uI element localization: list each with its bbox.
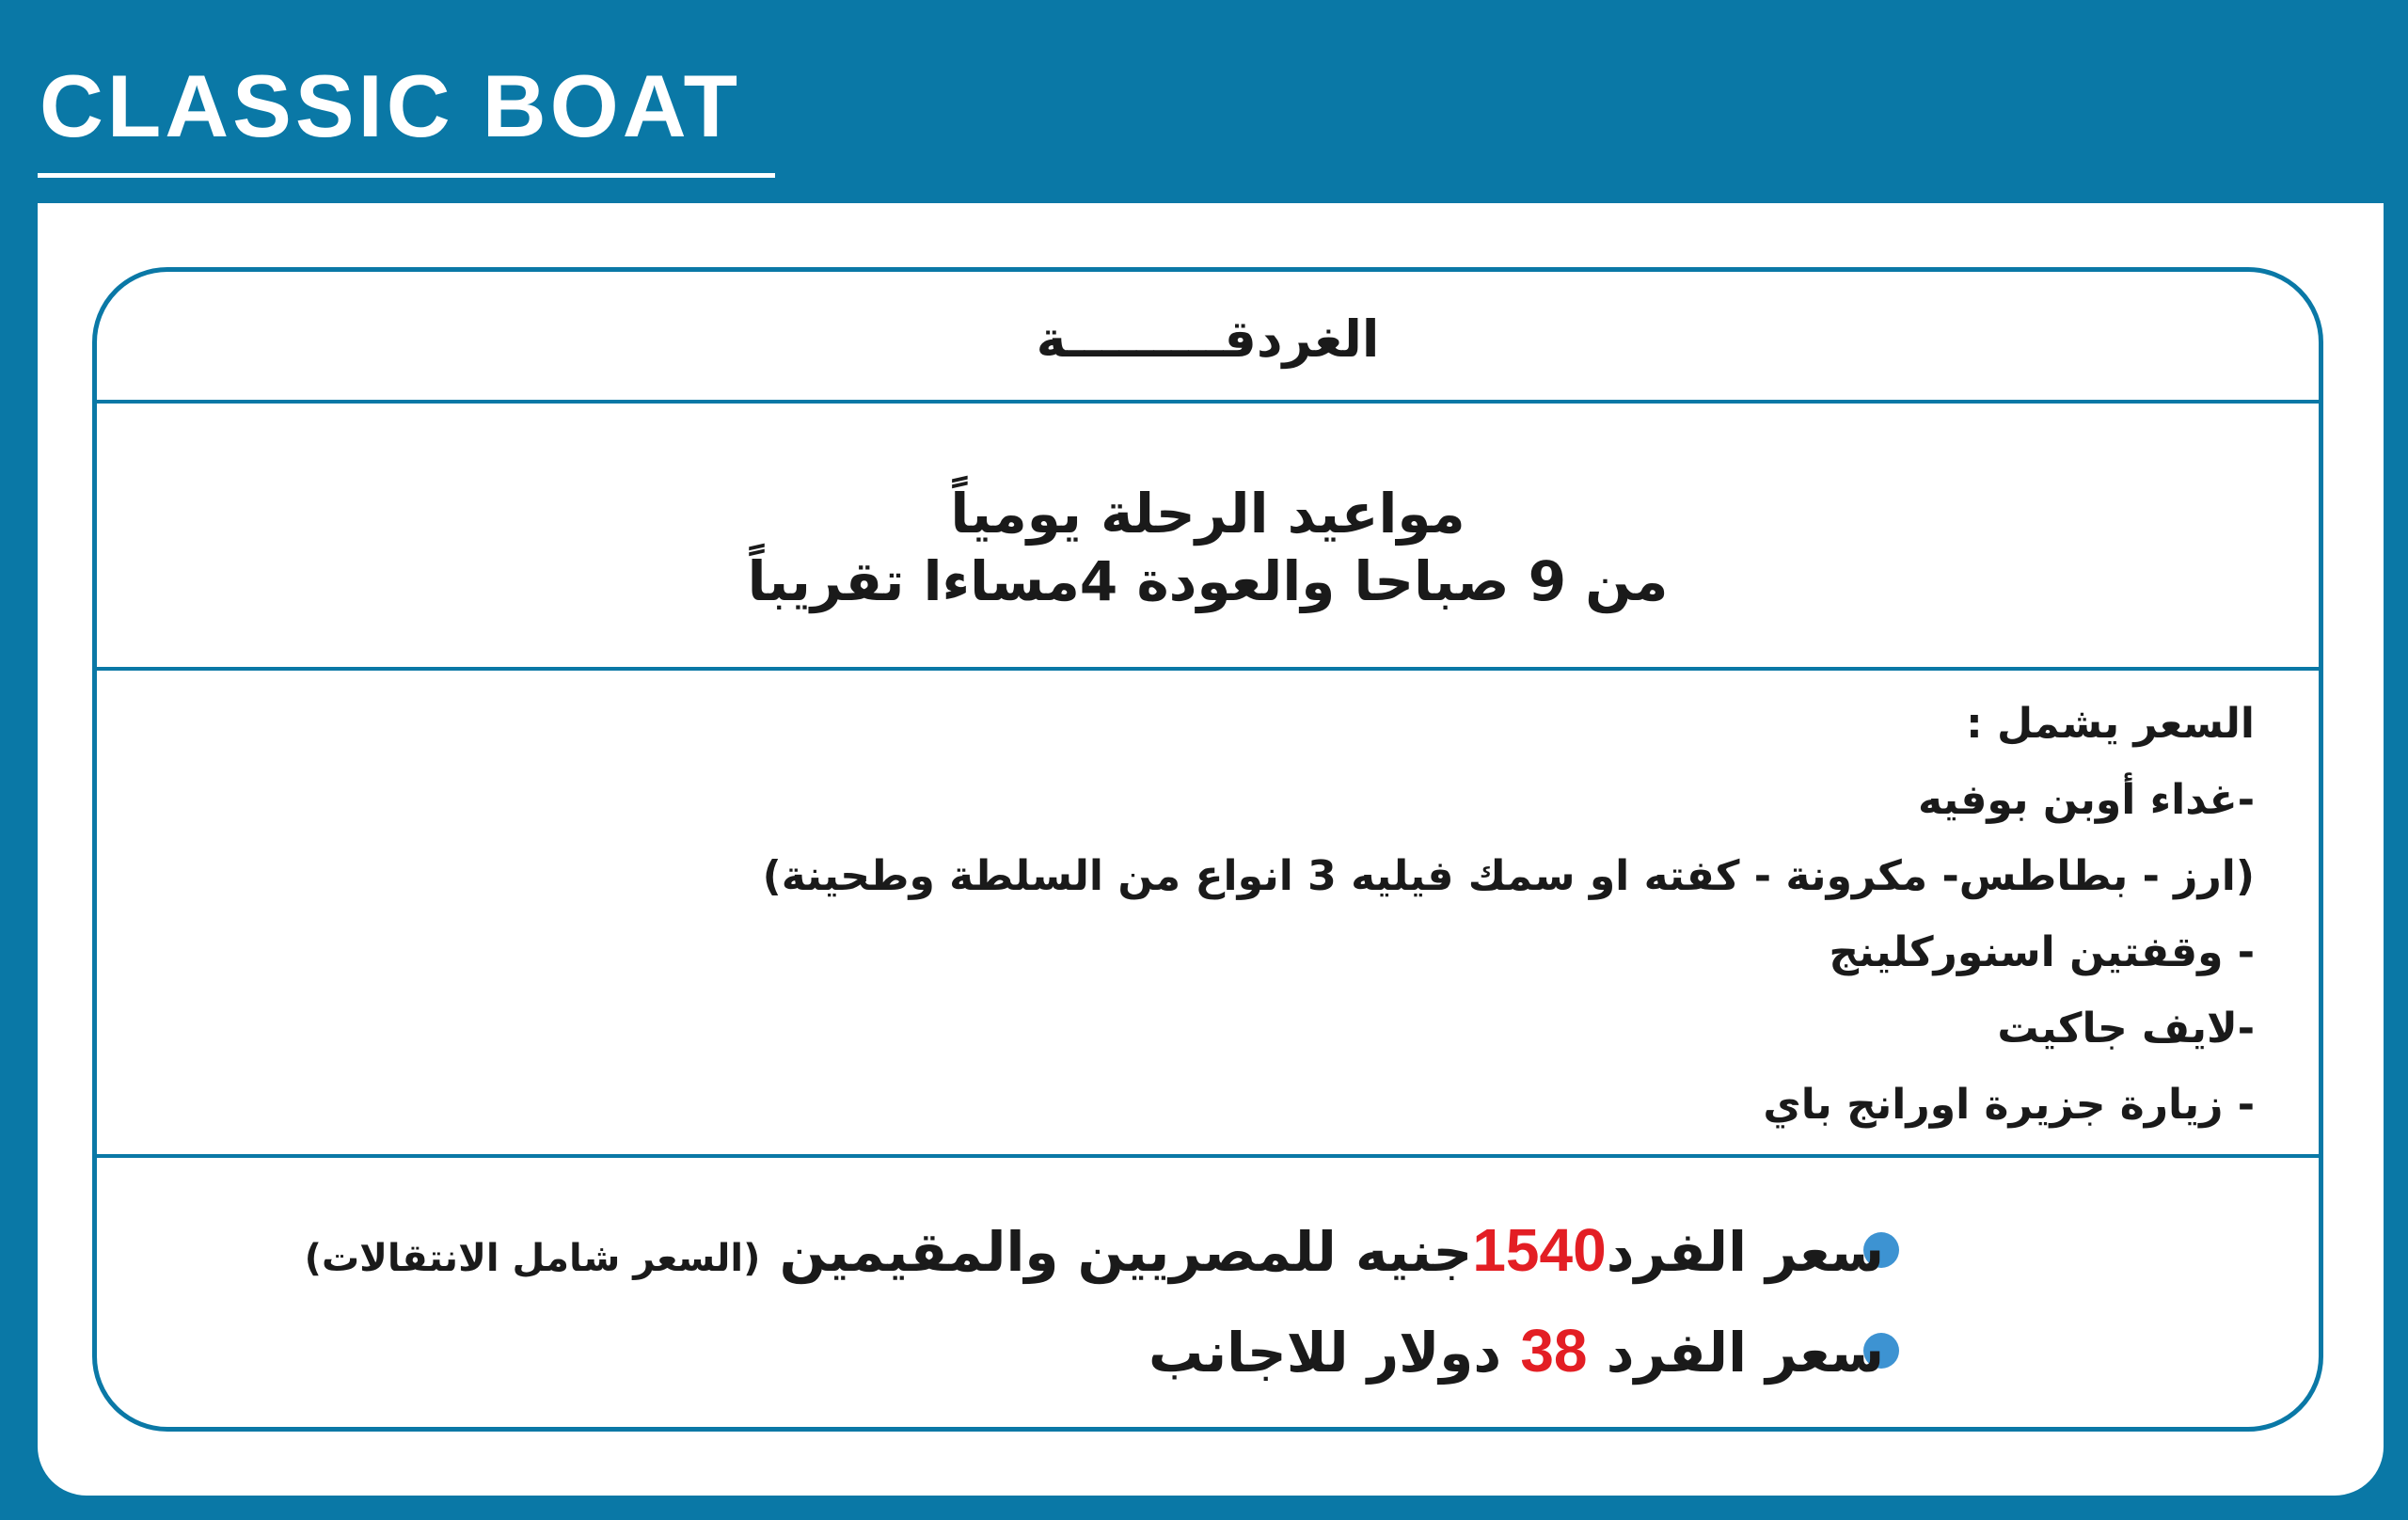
list-item: (ارز - بطاطس- مكرونة - كفته او سمك فيليه 3 انواع من السلطة وطحينة) [762,852,2255,900]
title-underline [38,173,775,178]
price-suffix: جنيه للمصريين والمقيمين [779,1220,1473,1284]
includes-heading: السعر يشمل : [1966,700,2255,748]
divider [97,1154,2319,1158]
list-item: -غداء أوبن بوفيه [1917,776,2255,824]
page-title: CLASSIC BOAT [40,56,742,155]
list-item: - وقفتين اسنوركلينج [1829,928,2255,976]
price-egyptians [305,1212,1884,1296]
schedule-line-2: من 9 صباحا والعودة 4مساءا تقريباً [747,549,1669,613]
schedule-line-1: مواعيد الرحلة يومياً [950,482,1465,546]
includes-list [763,686,2255,1143]
price-suffix: دولار للاجانب [1148,1321,1502,1385]
price-amount: 1540 [1472,1216,1607,1284]
divider [97,400,2319,404]
price-label: سعر الفرد [1606,1321,1884,1385]
price-label: سعر الفرد [1606,1220,1884,1284]
list-item: -لايف جاكيت [1997,1005,2255,1053]
list-item: - زيارة جزيرة اورانج باي [1763,1081,2255,1129]
trip-card [92,267,2323,1432]
price-note: (السعر شامل الانتقالات) [304,1237,761,1280]
divider [97,667,2319,671]
city-heading: الغردقـــــــــة [1036,309,1380,369]
price-amount: 38 [1520,1317,1588,1385]
price-foreigners [1149,1313,1884,1390]
